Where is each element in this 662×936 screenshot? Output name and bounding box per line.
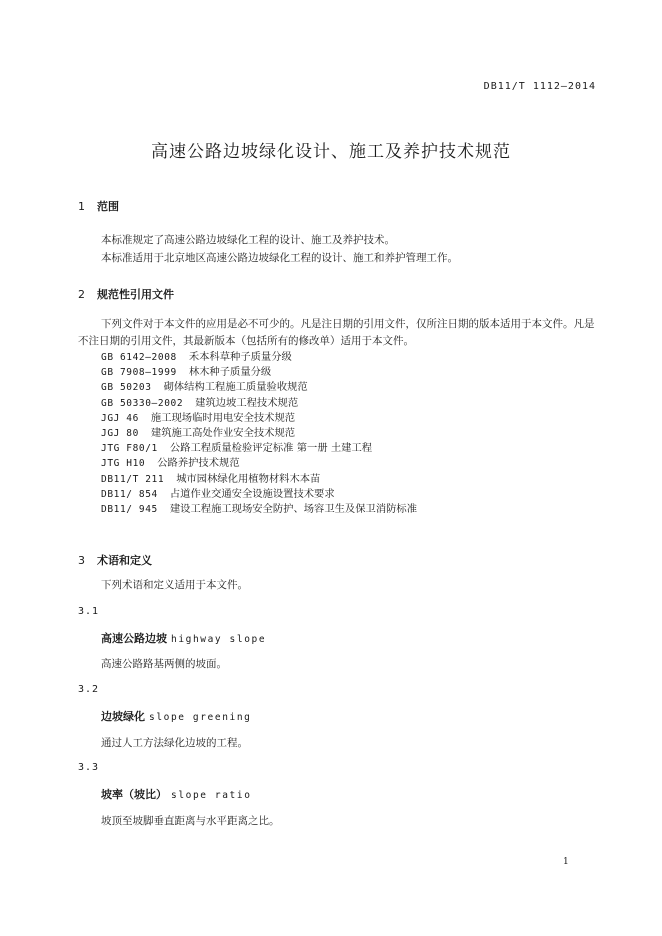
reference-title: 城市园林绿化用植物材料木本苗 bbox=[176, 472, 321, 485]
reference-title: 砌体结构工程施工质量验收规范 bbox=[163, 381, 308, 394]
reference-list bbox=[101, 350, 417, 517]
reference-title: 禾本科草种子质量分级 bbox=[188, 351, 292, 363]
section-title: 术语和定义 bbox=[97, 554, 152, 567]
terms-intro: 下列术语和定义适用于本文件。 bbox=[101, 579, 248, 591]
reference-code: DB11/T 211 bbox=[101, 473, 165, 485]
reference-item bbox=[101, 502, 417, 517]
document-code: DB11/T 1112—2014 bbox=[483, 81, 596, 92]
clause-number: 3.2 bbox=[78, 684, 100, 695]
reference-title: 公路工程质量检验评定标准 第一册 土建工程 bbox=[169, 442, 373, 455]
clause-number: 3.3 bbox=[78, 762, 100, 773]
reference-code: DB11/ 854 bbox=[101, 488, 158, 500]
term-definition: 通过人工方法绿化边坡的工程。 bbox=[101, 737, 248, 749]
term-english: slope greening bbox=[149, 712, 252, 723]
references-intro: 下列文件对于本文件的应用是必不可少的。凡是注日期的引用文件，仅所注日期的版本适用于本文件。凡是不注日期的引用文件，其最新版本（包括所有的修改单）适用于本文件。 bbox=[78, 318, 595, 347]
reference-title: 占道作业交通安全设施设置技术要求 bbox=[169, 487, 335, 500]
reference-item bbox=[101, 380, 417, 395]
section-title: 规范性引用文件 bbox=[97, 288, 174, 301]
section-number: 1 bbox=[78, 200, 85, 213]
reference-code: GB 50330—2002 bbox=[101, 397, 184, 409]
reference-item bbox=[101, 396, 417, 411]
term-name: 边坡绿化 bbox=[101, 710, 145, 723]
reference-title: 建设工程施工现场安全防护、场容卫生及保卫消防标准 bbox=[169, 502, 418, 515]
page-number: 1 bbox=[563, 857, 569, 867]
clause-number: 3.1 bbox=[78, 606, 100, 617]
reference-item bbox=[101, 441, 417, 456]
section-number: 2 bbox=[78, 288, 85, 301]
reference-title: 建筑施工高处作业安全技术规范 bbox=[150, 426, 296, 439]
reference-item bbox=[101, 456, 417, 471]
document-title: 高速公路边坡绿化设计、施工及养护技术规范 bbox=[151, 142, 511, 162]
term-entry bbox=[101, 708, 251, 724]
term-definition: 坡顶至坡脚垂直距离与水平距离之比。 bbox=[101, 815, 280, 827]
reference-item bbox=[101, 487, 417, 502]
reference-code: JGJ 80 bbox=[101, 427, 139, 439]
section-title: 范围 bbox=[97, 200, 119, 213]
paragraph: 本标准适用于北京地区高速公路边坡绿化工程的设计、施工和养护管理工作。 bbox=[101, 252, 458, 264]
section-number: 3 bbox=[78, 554, 85, 567]
term-entry bbox=[101, 630, 266, 646]
term-english: slope ratio bbox=[171, 790, 252, 801]
reference-code: JTG H10 bbox=[101, 458, 146, 470]
reference-title: 公路养护技术规范 bbox=[157, 457, 240, 470]
section-heading-normative-references bbox=[78, 286, 174, 302]
paragraph: 本标准规定了高速公路边坡绿化工程的设计、施工及养护技术。 bbox=[101, 234, 395, 246]
term-name: 坡率（坡比） bbox=[101, 788, 167, 801]
reference-title: 施工现场临时用电安全技术规范 bbox=[150, 411, 296, 424]
term-name: 高速公路边坡 bbox=[101, 632, 167, 645]
reference-code: GB 6142—2008 bbox=[101, 352, 177, 363]
reference-item bbox=[101, 411, 417, 426]
term-definition: 高速公路路基两侧的坡面。 bbox=[101, 658, 227, 670]
reference-code: JTG F80/1 bbox=[101, 443, 158, 455]
section-heading-terms bbox=[78, 552, 152, 568]
reference-code: DB11/ 945 bbox=[101, 503, 158, 515]
reference-code: JGJ 46 bbox=[101, 412, 139, 424]
reference-code: GB 50203 bbox=[101, 382, 152, 394]
term-english: highway slope bbox=[171, 634, 267, 645]
reference-title: 林木种子质量分级 bbox=[188, 366, 272, 379]
reference-item bbox=[101, 426, 417, 441]
reference-title: 建筑边坡工程技术规范 bbox=[195, 396, 299, 409]
reference-item bbox=[101, 365, 417, 380]
reference-code: GB 7908—1999 bbox=[101, 367, 177, 379]
section-heading-scope bbox=[78, 198, 119, 214]
term-entry bbox=[101, 786, 252, 802]
reference-item bbox=[101, 472, 417, 487]
reference-item bbox=[101, 350, 417, 365]
